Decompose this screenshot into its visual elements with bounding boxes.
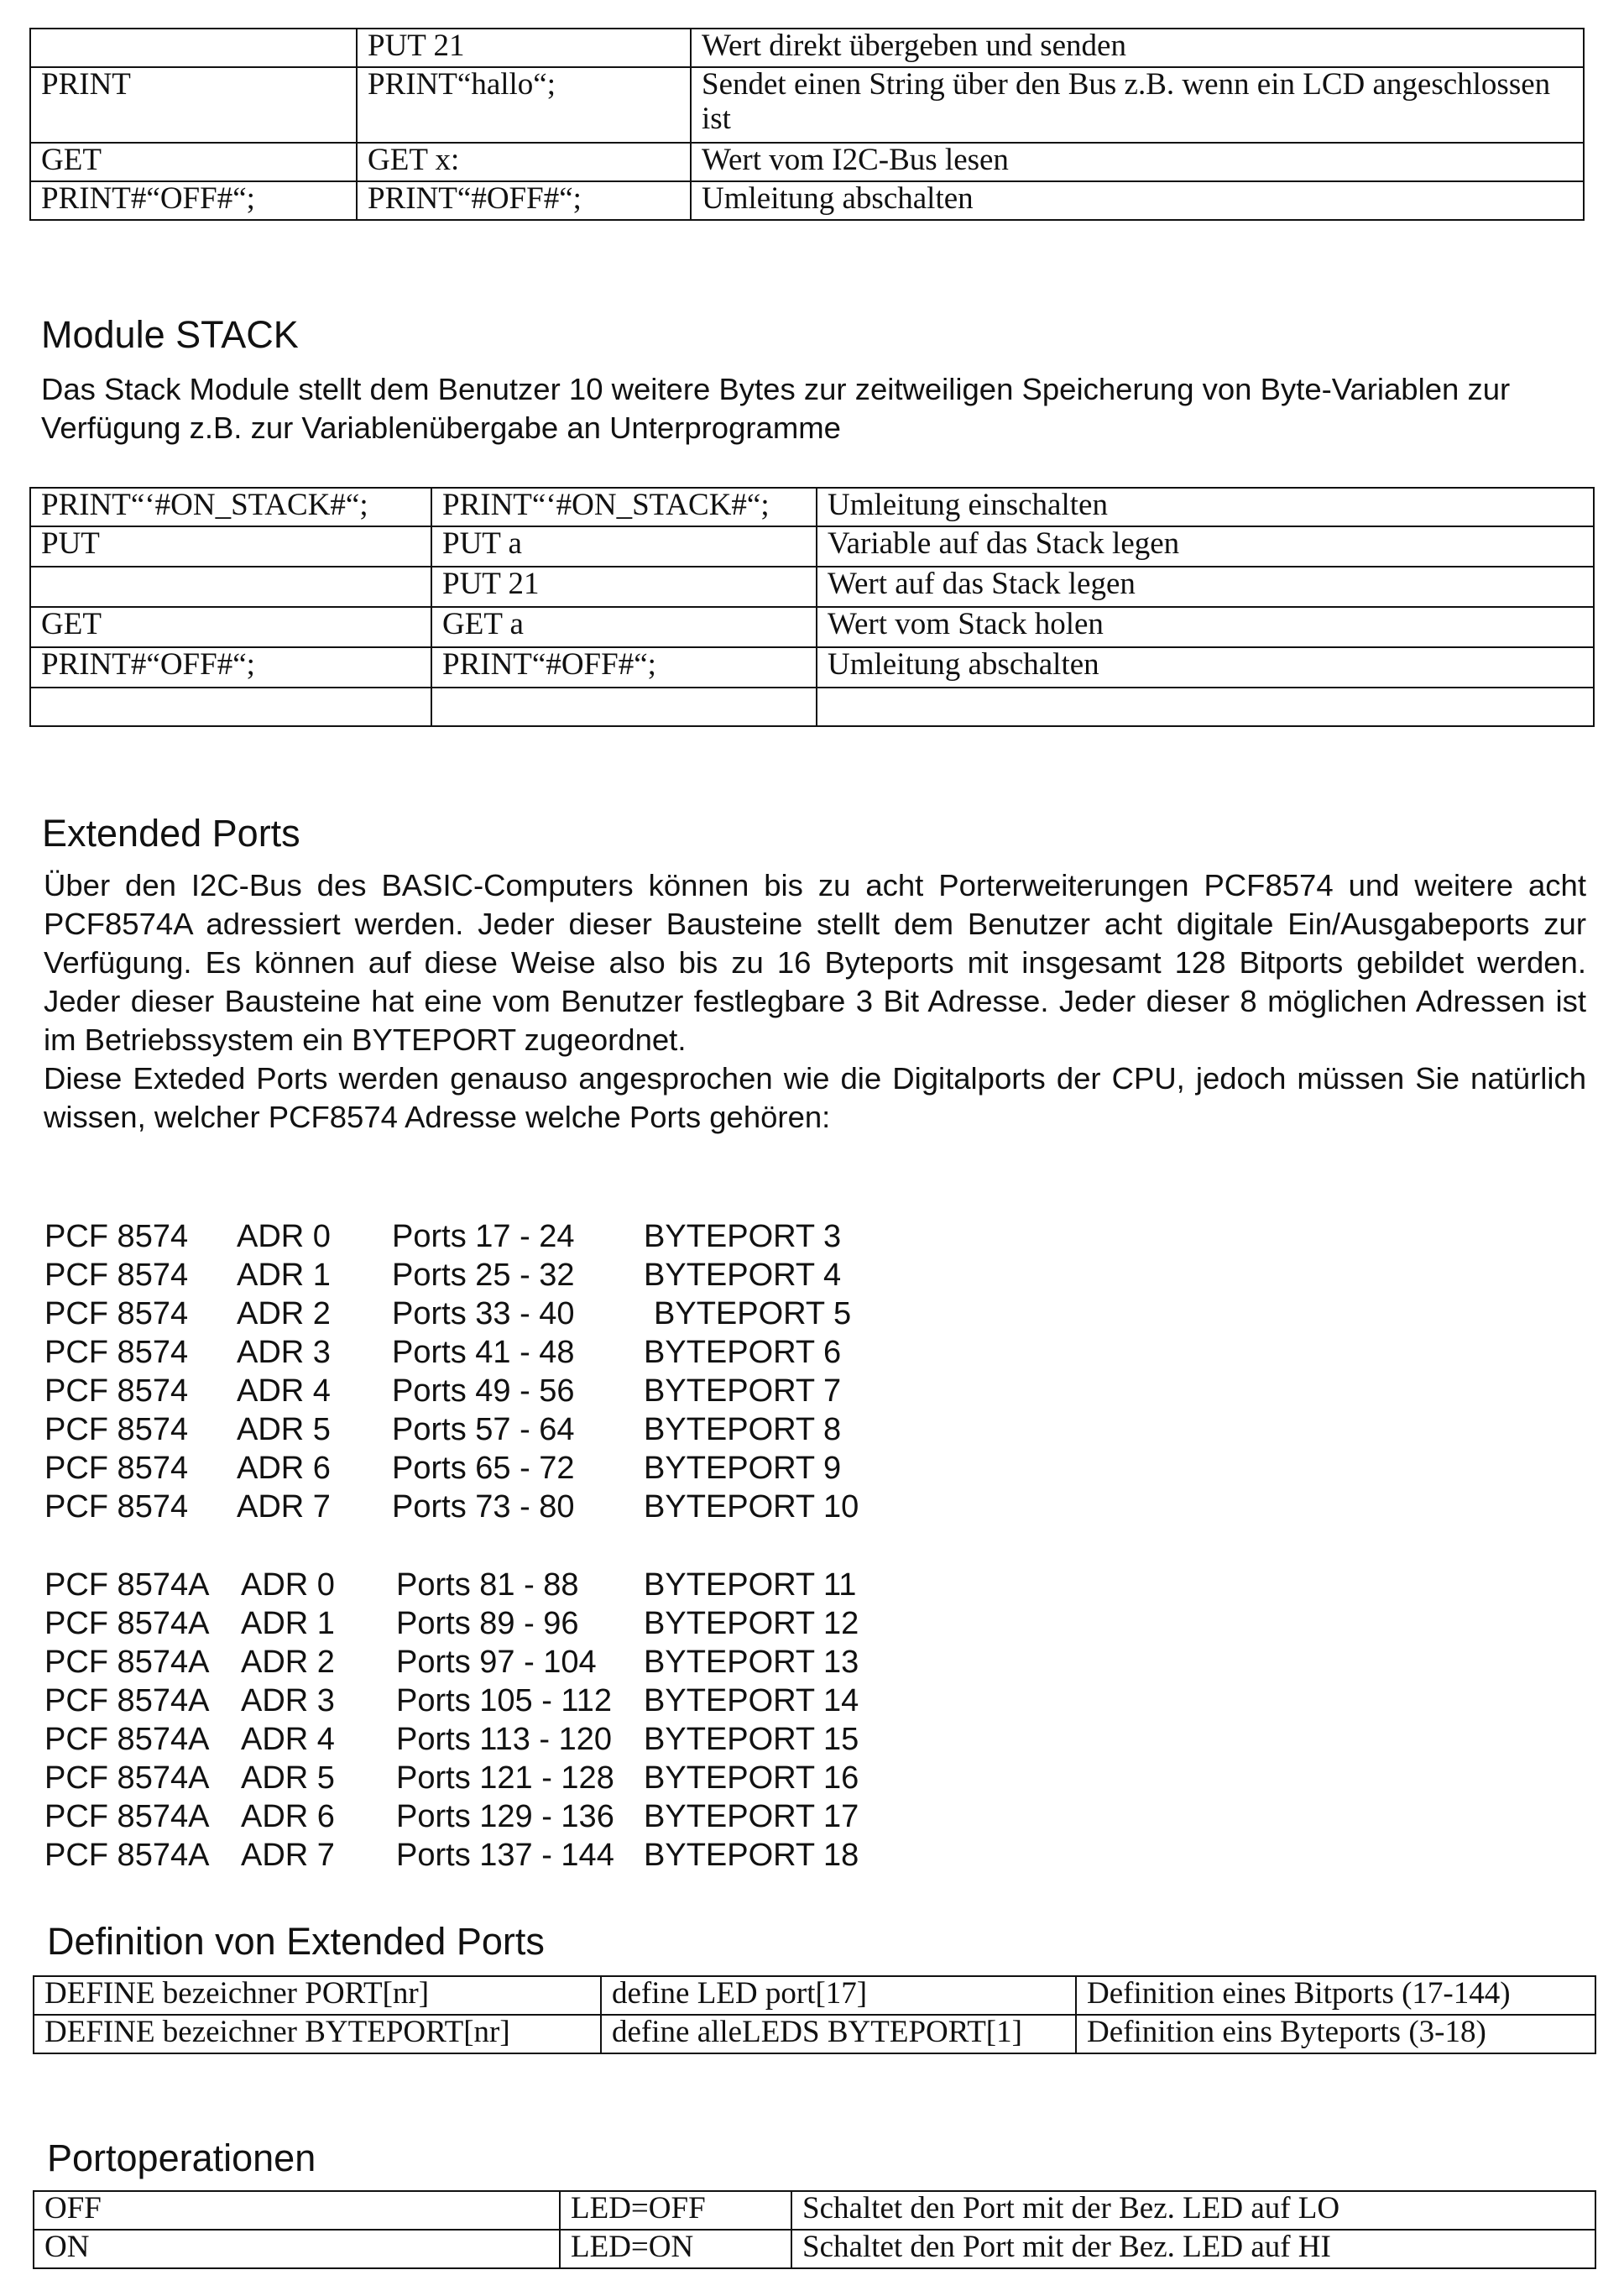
byteport: BYTEPORT 9 bbox=[644, 1451, 842, 1486]
table-cell bbox=[30, 29, 357, 67]
byteport: BYTEPORT 18 bbox=[644, 1838, 859, 1873]
table-cell: PRINT“#OFF#“; bbox=[431, 647, 817, 688]
table-cell bbox=[431, 688, 817, 726]
table-cell: Variable auf das Stack legen bbox=[817, 526, 1594, 567]
byteport: BYTEPORT 7 bbox=[644, 1373, 842, 1409]
table-cell: PRINT#“OFF#“; bbox=[30, 647, 431, 688]
table-cell: Schaltet den Port mit der Bez. LED auf HI bbox=[791, 2230, 1595, 2268]
stack-table bbox=[29, 487, 1595, 727]
table-cell: Schaltet den Port mit der Bez. LED auf LO bbox=[791, 2191, 1595, 2230]
extended-para-1: Über den I2C-Bus des BASIC-Computers können bis zu acht Porterweiterungen PCF8574 und weitere acht PCF8574A adressiert werden. Jeder dieser Bausteine stellt dem Benutzer acht digitale Ein/Ausgabeports zur Verfügung. Es können auf diese Weise also bis zu 16 Byteports mit insgesamt 128 Bitports gebildet werden. Jeder dieser Bausteine hat eine vom Benutzer festlegbare 3 Bit Adresse. Jeder dieser 8 möglichen Adressen ist im Betriebssystem ein BYTEPORT zugeordnet. bbox=[44, 868, 1586, 1057]
port-range: Ports 65 - 72 bbox=[392, 1451, 575, 1486]
byteport: BYTEPORT 4 bbox=[644, 1258, 842, 1293]
port-range: Ports 41 - 48 bbox=[392, 1335, 575, 1370]
address: ADR 2 bbox=[237, 1296, 331, 1331]
address: ADR 6 bbox=[241, 1799, 335, 1834]
port-row bbox=[44, 1759, 968, 1797]
portops-table bbox=[33, 2190, 1596, 2269]
stack-intro-text: Das Stack Module stellt dem Benutzer 10 weitere Bytes zur zeitweiligen Speicherung von Byte-Variablen zur Verfügung z.B. zur Variablenübergabe an Unterprogramme bbox=[41, 372, 1511, 445]
table-cell: Wert direkt übergeben und senden bbox=[691, 29, 1584, 67]
port-range: Ports 17 - 24 bbox=[392, 1219, 575, 1254]
byteport: BYTEPORT 6 bbox=[644, 1335, 842, 1370]
table-cell: Umleitung abschalten bbox=[691, 181, 1584, 220]
table-cell bbox=[817, 688, 1594, 726]
portops-heading: Portoperationen bbox=[47, 2136, 316, 2179]
port-range: Ports 137 - 144 bbox=[396, 1838, 614, 1873]
chip-name: PCF 8574A bbox=[44, 1567, 210, 1603]
table-cell: define LED port[17] bbox=[601, 1976, 1076, 2015]
port-row bbox=[44, 1836, 968, 1875]
table-cell: DEFINE bezeichner BYTEPORT[nr] bbox=[34, 2015, 601, 2053]
port-row bbox=[44, 1333, 968, 1372]
table-row bbox=[30, 607, 1594, 647]
port-range: Ports 33 - 40 bbox=[392, 1296, 575, 1331]
byteport: BYTEPORT 3 bbox=[644, 1219, 842, 1254]
table-row bbox=[30, 67, 1584, 143]
address: ADR 7 bbox=[241, 1838, 335, 1873]
definition-table bbox=[33, 1975, 1596, 2054]
port-row bbox=[44, 1217, 968, 1256]
address: ADR 1 bbox=[237, 1258, 331, 1293]
address: ADR 1 bbox=[241, 1606, 335, 1641]
table-row bbox=[34, 2191, 1595, 2230]
chip-name: PCF 8574 bbox=[44, 1373, 189, 1409]
table-row bbox=[30, 688, 1594, 726]
port-row bbox=[44, 1643, 968, 1681]
stack-intro bbox=[41, 370, 1535, 447]
port-range: Ports 57 - 64 bbox=[392, 1412, 575, 1447]
table-row bbox=[30, 181, 1584, 220]
table-cell: PRINT“hallo“; bbox=[357, 67, 691, 143]
byteport: BYTEPORT 13 bbox=[644, 1645, 859, 1680]
port-row bbox=[44, 1372, 968, 1410]
table-cell: PRINT“‘#ON_STACK#“; bbox=[30, 488, 431, 526]
table-cell: PUT bbox=[30, 526, 431, 567]
table-row bbox=[30, 488, 1594, 526]
byteport: BYTEPORT 8 bbox=[644, 1412, 842, 1447]
table-cell: PUT 21 bbox=[431, 567, 817, 607]
table-row bbox=[30, 29, 1584, 67]
table-cell bbox=[30, 688, 431, 726]
chip-name: PCF 8574 bbox=[44, 1258, 189, 1293]
table-row bbox=[30, 647, 1594, 688]
port-row bbox=[44, 1449, 968, 1488]
byteport: BYTEPORT 5 bbox=[654, 1296, 852, 1331]
chip-name: PCF 8574A bbox=[44, 1645, 210, 1680]
port-range: Ports 105 - 112 bbox=[396, 1683, 613, 1718]
pcf8574-port-list bbox=[44, 1217, 968, 1526]
pcf8574a-port-list bbox=[44, 1566, 968, 1875]
table-cell: PUT a bbox=[431, 526, 817, 567]
table-cell: GET bbox=[30, 143, 357, 181]
port-range: Ports 113 - 120 bbox=[396, 1722, 613, 1757]
address: ADR 2 bbox=[241, 1645, 335, 1680]
port-range: Ports 49 - 56 bbox=[392, 1373, 575, 1409]
byteport: BYTEPORT 14 bbox=[644, 1683, 859, 1718]
address: ADR 3 bbox=[237, 1335, 331, 1370]
table-cell: Sendet einen String über den Bus z.B. wenn ein LCD angeschlossen ist bbox=[691, 67, 1584, 143]
table-cell bbox=[30, 567, 431, 607]
port-range: Ports 121 - 128 bbox=[396, 1760, 614, 1796]
extended-heading: Extended Ports bbox=[42, 812, 300, 855]
port-range: Ports 89 - 96 bbox=[396, 1606, 579, 1641]
port-row bbox=[44, 1720, 968, 1759]
chip-name: PCF 8574A bbox=[44, 1760, 210, 1796]
table-cell: PRINT bbox=[30, 67, 357, 143]
byteport: BYTEPORT 10 bbox=[644, 1489, 859, 1525]
table-cell: LED=OFF bbox=[560, 2191, 791, 2230]
chip-name: PCF 8574A bbox=[44, 1683, 210, 1718]
table-cell: define alleLEDS BYTEPORT[1] bbox=[601, 2015, 1076, 2053]
port-row bbox=[44, 1294, 968, 1333]
table-cell: Definition eines Bitports (17-144) bbox=[1076, 1976, 1595, 2015]
address: ADR 4 bbox=[237, 1373, 331, 1409]
table-cell: PRINT“‘#ON_STACK#“; bbox=[431, 488, 817, 526]
address: ADR 4 bbox=[241, 1722, 335, 1757]
port-range: Ports 73 - 80 bbox=[392, 1489, 575, 1525]
table-cell: LED=ON bbox=[560, 2230, 791, 2268]
chip-name: PCF 8574 bbox=[44, 1489, 189, 1525]
table-cell: Wert vom I2C-Bus lesen bbox=[691, 143, 1584, 181]
byteport: BYTEPORT 11 bbox=[644, 1567, 857, 1603]
table-row bbox=[34, 2015, 1595, 2053]
chip-name: PCF 8574A bbox=[44, 1606, 210, 1641]
definition-heading: Definition von Extended Ports bbox=[47, 1920, 545, 1963]
port-row bbox=[44, 1488, 968, 1526]
chip-name: PCF 8574A bbox=[44, 1722, 210, 1757]
address: ADR 5 bbox=[237, 1412, 331, 1447]
port-row bbox=[44, 1566, 968, 1604]
table-row bbox=[34, 2230, 1595, 2268]
table-row bbox=[30, 143, 1584, 181]
table-row bbox=[30, 567, 1594, 607]
table-cell: Wert auf das Stack legen bbox=[817, 567, 1594, 607]
table-cell: PRINT“#OFF#“; bbox=[357, 181, 691, 220]
port-row bbox=[44, 1256, 968, 1294]
chip-name: PCF 8574A bbox=[44, 1799, 210, 1834]
extended-intro bbox=[44, 866, 1586, 1137]
chip-name: PCF 8574 bbox=[44, 1296, 189, 1331]
port-row bbox=[44, 1410, 968, 1449]
chip-name: PCF 8574 bbox=[44, 1335, 189, 1370]
address: ADR 0 bbox=[237, 1219, 331, 1254]
chip-name: PCF 8574A bbox=[44, 1838, 210, 1873]
address: ADR 5 bbox=[241, 1760, 335, 1796]
byteport: BYTEPORT 12 bbox=[644, 1606, 859, 1641]
port-row bbox=[44, 1681, 968, 1720]
stack-heading: Module STACK bbox=[41, 313, 299, 356]
port-row bbox=[44, 1797, 968, 1836]
address: ADR 3 bbox=[241, 1683, 335, 1718]
table-cell: ON bbox=[34, 2230, 560, 2268]
chip-name: PCF 8574 bbox=[44, 1451, 189, 1486]
port-range: Ports 129 - 136 bbox=[396, 1799, 614, 1834]
byteport: BYTEPORT 15 bbox=[644, 1722, 859, 1757]
port-range: Ports 81 - 88 bbox=[396, 1567, 579, 1603]
table-cell: Wert vom Stack holen bbox=[817, 607, 1594, 647]
byteport: BYTEPORT 16 bbox=[644, 1760, 859, 1796]
table-cell: Umleitung abschalten bbox=[817, 647, 1594, 688]
address: ADR 6 bbox=[237, 1451, 331, 1486]
table-cell: PRINT#“OFF#“; bbox=[30, 181, 357, 220]
extended-para-2: Diese Exteded Ports werden genauso angesprochen wie die Digitalports der CPU, jedoch müssen Sie natürlich wissen, welcher PCF8574 Adresse welche Ports gehören: bbox=[44, 1061, 1586, 1134]
table-cell: Umleitung einschalten bbox=[817, 488, 1594, 526]
port-range: Ports 97 - 104 bbox=[396, 1645, 597, 1680]
table-cell: GET x: bbox=[357, 143, 691, 181]
i2c-command-table bbox=[29, 28, 1585, 221]
table-row bbox=[30, 526, 1594, 567]
table-cell: PUT 21 bbox=[357, 29, 691, 67]
byteport: BYTEPORT 17 bbox=[644, 1799, 859, 1834]
port-range: Ports 25 - 32 bbox=[392, 1258, 575, 1293]
table-cell: DEFINE bezeichner PORT[nr] bbox=[34, 1976, 601, 2015]
table-cell: GET a bbox=[431, 607, 817, 647]
table-cell: Definition eins Byteports (3-18) bbox=[1076, 2015, 1595, 2053]
table-row bbox=[34, 1976, 1595, 2015]
chip-name: PCF 8574 bbox=[44, 1412, 189, 1447]
table-cell: GET bbox=[30, 607, 431, 647]
address: ADR 7 bbox=[237, 1489, 331, 1525]
port-row bbox=[44, 1604, 968, 1643]
chip-name: PCF 8574 bbox=[44, 1219, 189, 1254]
address: ADR 0 bbox=[241, 1567, 335, 1603]
table-cell: OFF bbox=[34, 2191, 560, 2230]
